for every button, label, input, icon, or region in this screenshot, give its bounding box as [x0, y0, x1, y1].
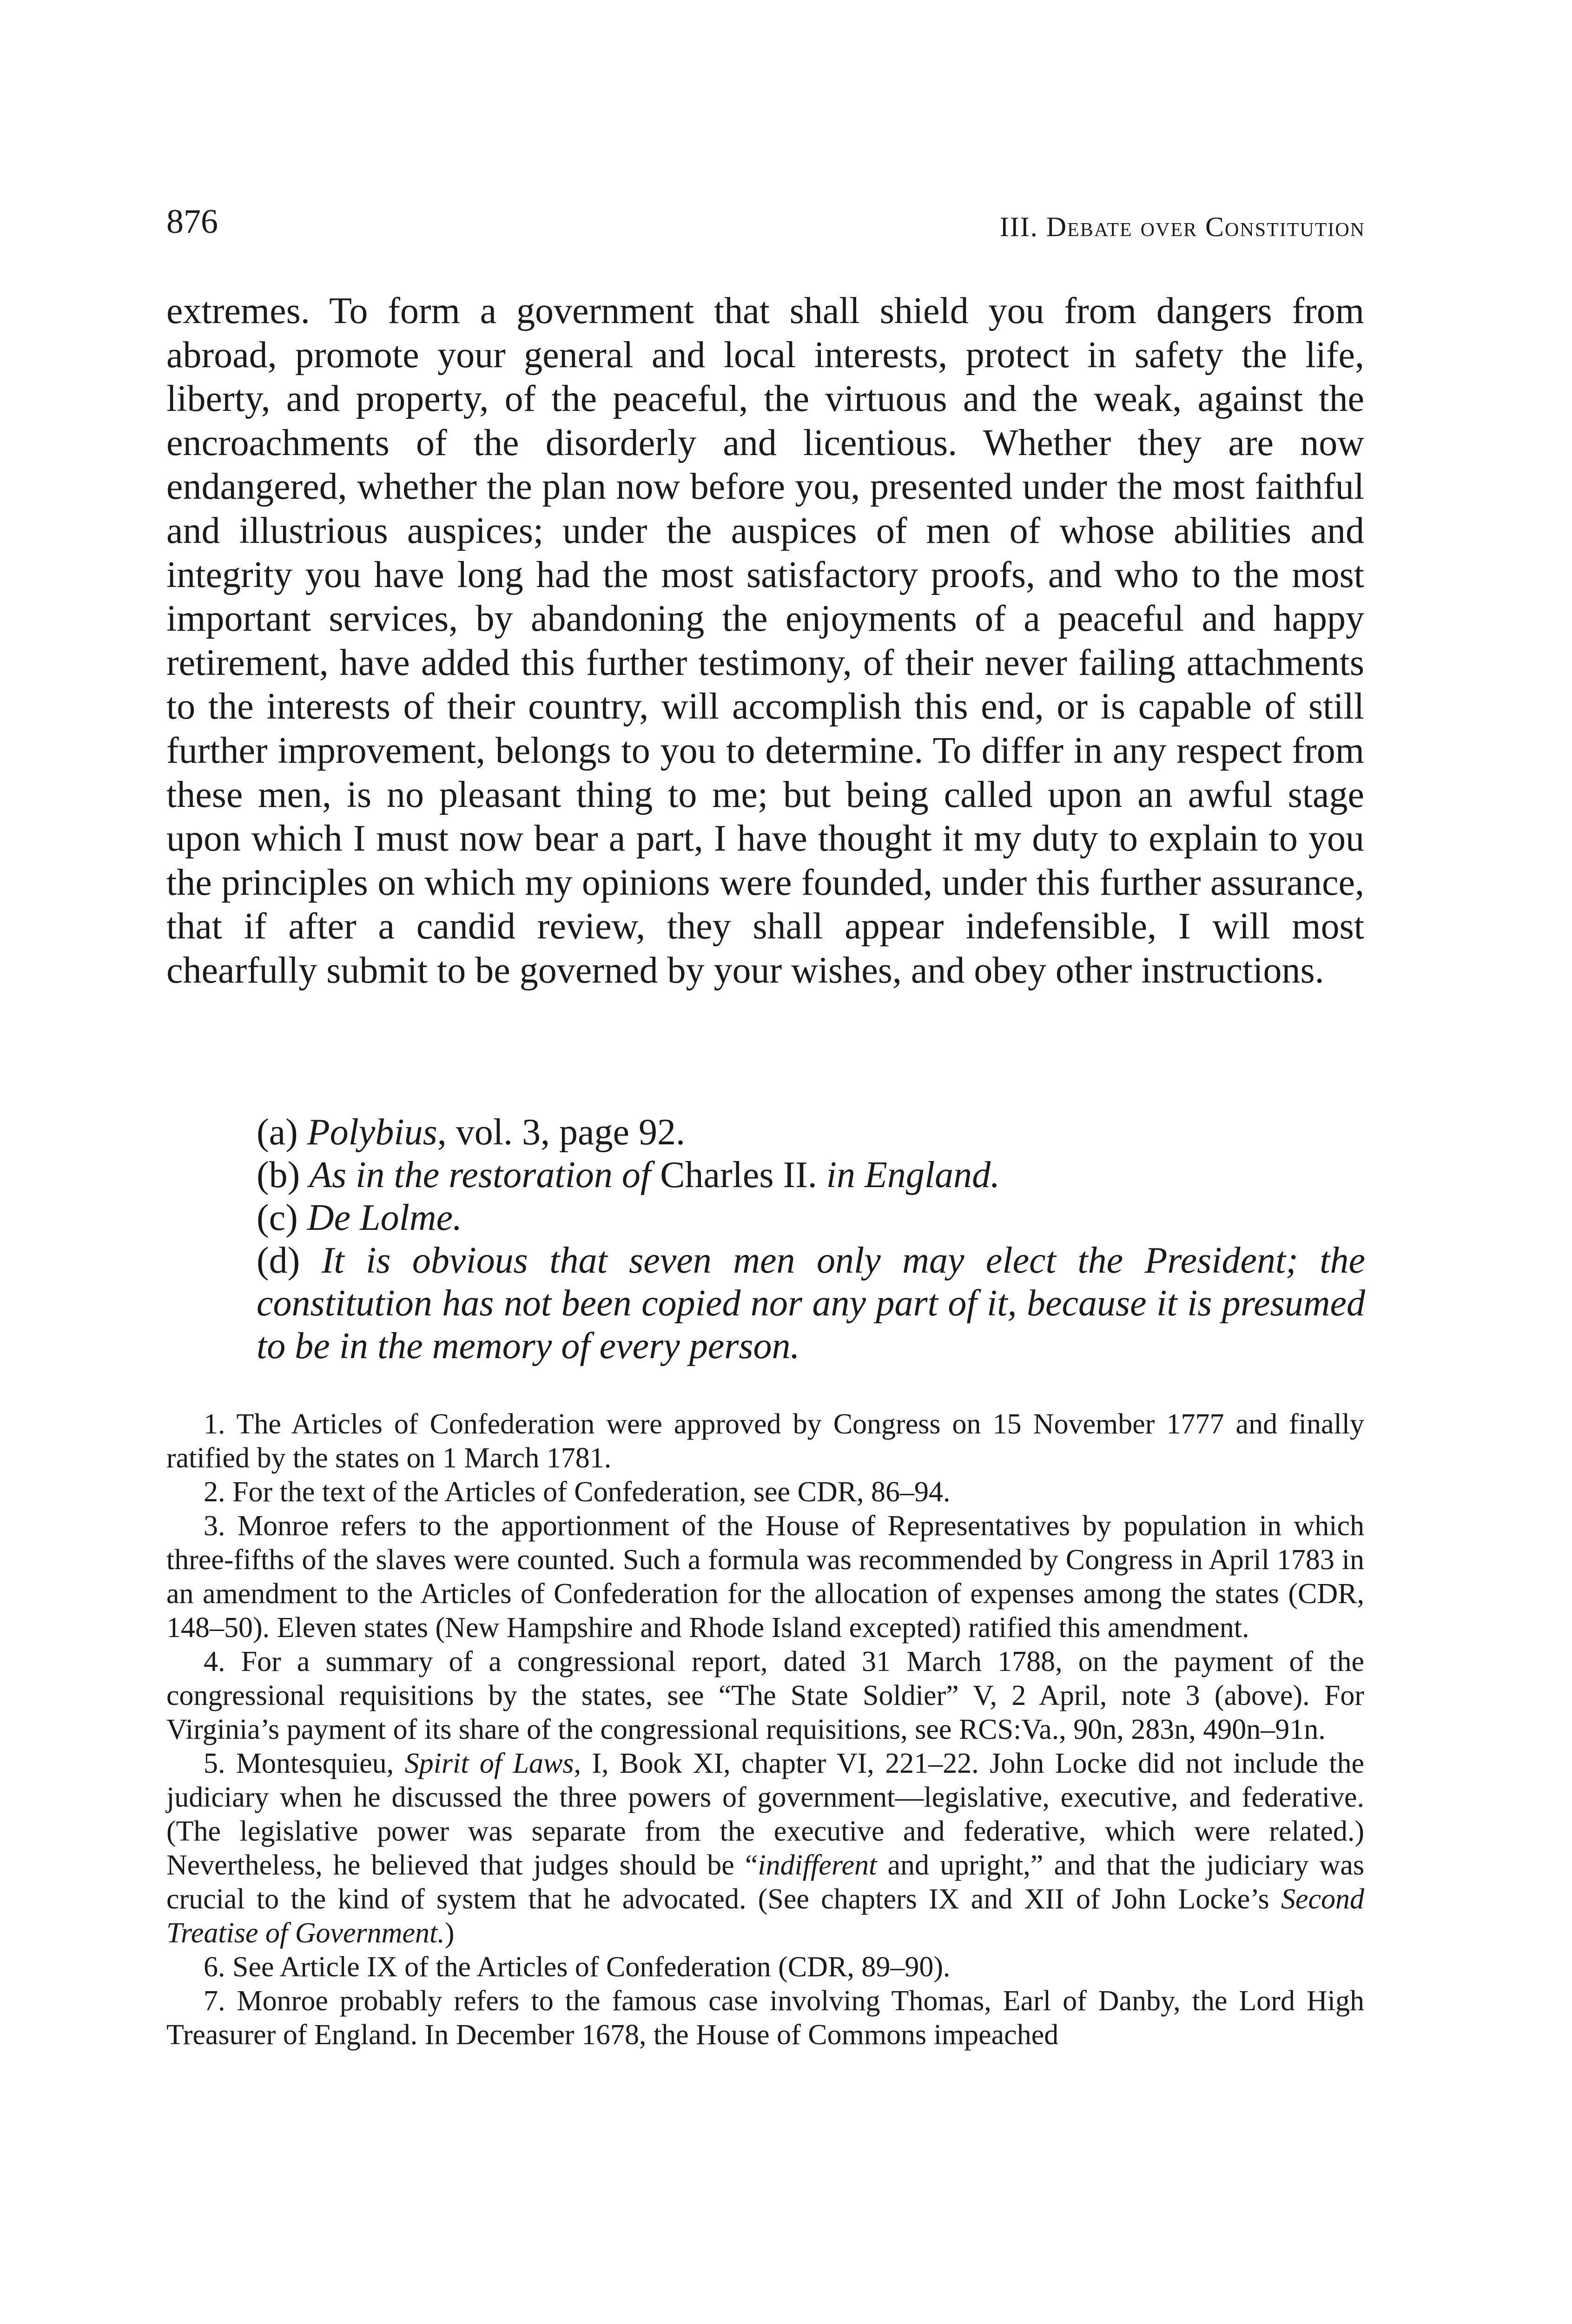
page-number: 876: [166, 203, 218, 241]
note-a-title: Polybius: [307, 1112, 437, 1153]
note-a-label: (a): [257, 1112, 307, 1153]
running-head: III. Debate over Constitution: [999, 211, 1365, 242]
footnote-5-part7: ): [444, 1917, 455, 1949]
note-b-text1: As in the restoration of: [309, 1155, 651, 1195]
footnote-5-part3: , I, Book XI, chapter VI, 221–22. John Locke did not include the judiciary when he discussed the three powers of government—legislative, executive, and federative. (The legislative power was separate from the executive and federative, which were related.) Nevertheless, he believed that judges should be “: [166, 1748, 1364, 1881]
footnote-2: 2. For the text of the Articles of Confederation, see CDR, 86–94.: [204, 1476, 951, 1508]
footnote-5-part5: and upright,” and that the judiciary was crucial to the kind of system that he advocated. (See chapters IX and XII of John Locke’s: [166, 1849, 1364, 1915]
footnote-1: 1. The Articles of Confederation were approved by Congress on 15 November 1777 and finally ratified by the states on 1 March 1781.: [166, 1408, 1364, 1474]
footnote-4: 4. For a summary of a congressional report, dated 31 March 1788, on the payment of the congressional requisitions by the states, see “The State Soldier” V, 2 April, note 3 (above). For Virginia’s payment of its share of the congressional requisitions, see RCS:Va., 90n, 283n, 490n–91n.: [166, 1646, 1364, 1745]
footnotes: [166, 1407, 1364, 2052]
note-c-label: (c): [257, 1197, 307, 1238]
footnote-7: 7. Monroe probably refers to the famous case involving Thomas, Earl of Danby, the Lord High Treasurer of England. In December 1678, the House of Commons impeached: [166, 1985, 1364, 2051]
note-a-rest: , vol. 3, page 92.: [437, 1112, 686, 1153]
footnote-6: 6. See Article IX of the Articles of Confederation (CDR, 89–90).: [204, 1951, 951, 1983]
note-d-label: (d): [257, 1240, 322, 1281]
note-c-text: De Lolme.: [307, 1197, 462, 1238]
author-note-a: [257, 1111, 1365, 1154]
footnote-3: 3. Monroe refers to the apportionment of the House of Representatives by population in which three-fifths of the slaves were counted. Such a formula was recommended by Congress in April 1783 in an amendment to the Articles of Confederation for the allocation of expenses among the states (CDR, 148–50). Eleven states (New Hampshire and Rhode Island excepted) ratified this amendment.: [166, 1510, 1364, 1644]
footnote-5-part1: 5. Montesquieu,: [204, 1748, 405, 1779]
author-notes: [257, 1111, 1365, 1367]
note-b-label: (b): [257, 1155, 310, 1195]
author-note-c: [257, 1196, 1365, 1239]
footnote-5-spirit-of-laws: Spirit of Laws: [404, 1748, 574, 1779]
footnote-5-second-treatise: Second Treatise of Government.: [166, 1883, 1364, 1949]
body-paragraph: extremes. To form a government that shall shield you from dangers from abroad, promote your general and local interests, protect in safety the life, liberty, and property, of the peaceful, the virtuous and the weak, against the encroachments of the disorderly and licentious. Whether they are now endangered, whether the plan now before you, presented under the most faithful and illustrious auspices; under the auspices of men of whose abilities and integrity you have long had the most satisfactory proofs, and who to the most important services, by abandoning the enjoyments of a peaceful and happy retirement, have added this further testimony, of their never failing attachments to the interests of their country, will accomplish this end, or is capable of still further improvement, belongs to you to determine. To differ in any respect from these men, is no pleasant thing to me; but being called upon an awful stage upon which I must now bear a part, I have thought it my duty to explain to you the principles on which my opinions were founded, under this further assurance, that if after a candid review, they shall appear indefensible, I will most chearfully submit to be governed by your wishes, and obey other instructions.: [166, 290, 1364, 991]
footnote-5: [166, 1747, 1364, 1950]
note-b-text3: in England.: [826, 1155, 1000, 1195]
author-note-d: [257, 1239, 1365, 1367]
note-b-text2: Charles II.: [651, 1155, 826, 1195]
author-note-b: [257, 1154, 1365, 1196]
note-d-text: It is obvious that seven men only may elect the President; the constitution has not been copied nor any part of it, because it is presumed to be in the memory of every person.: [257, 1240, 1366, 1367]
footnote-5-indifferent: indifferent: [758, 1849, 877, 1881]
